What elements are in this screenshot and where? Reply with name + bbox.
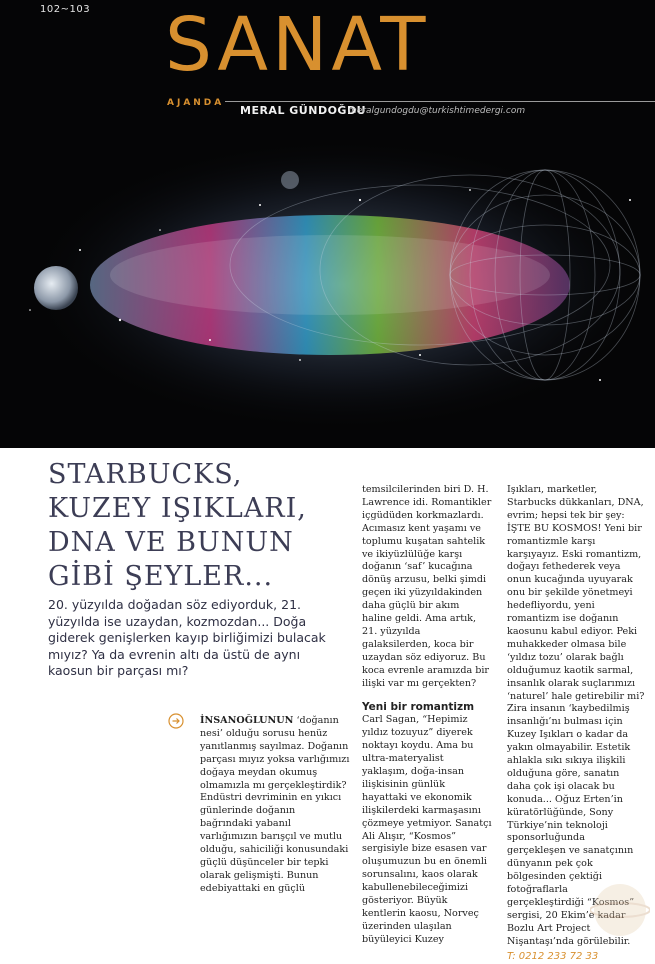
magazine-logo-icon	[590, 880, 650, 940]
column-text: temsilcilerinden biri D. H. Lawrence idi. Romantikler içgüdüden korkmazlardı. Acımasız kent yaşamı ve toplumu kuşatan sahtelik ve ikiyüzlülüğe karşı doğanın ‘saf’ kucağına dönüş arzusu, belki şimdi geçen iki yüzyıldakinden daha güçlü bir akım haline geldi. Ama artık, 21. yüzyılda galaksilerden, koca bir uzaydan söz ediyoruz. Bu koca evrenle aramızda bir ilişki var mı gerçekten?	[362, 484, 492, 689]
headline-line: KUZEY IŞIKLARI,	[48, 493, 307, 524]
article-deck: 20. yüzyılda doğadan söz ediyorduk, 21. yüzyılda ise uzaydan, kozmozdan... Doğa giderek genişlerken kayıp birliğimizi bulacak mıyız? Ya da evrenin altı da üstü de aynı kaosun bir parçası mı?	[48, 597, 326, 678]
headline-line: GİBİ ŞEYLER...	[48, 561, 274, 592]
phone-number[interactable]: T: 0212 233 72 33	[507, 950, 599, 962]
hero-image	[0, 0, 655, 448]
section-subtitle: AJANDA	[167, 98, 225, 108]
column-text: Carl Sagan, “Hepimiz yıldız tozuyuz” diyerek noktayı koydu. Ama bu ultra-materyalist yaklaşım, doğa-insan ilişkisinin günlük hayattaki ve ekonomik ilişkilerdeki karmaşasını çözmeye yetmiyor. Sanatçı Ali Alışır, “Kosmos” sergisiyle bize esasen var oluşumuzun bu en önemli sorunsalını, kaos olarak kabullenebileceğimizi gösteriyor. Büyük kentlerin kaosu, Norveç üzerinden ulaşılan büyüleyici Kuzey	[362, 714, 492, 945]
planet-icon	[34, 266, 78, 310]
article-column-2	[362, 484, 492, 947]
arrow-right-circle-icon	[168, 713, 184, 729]
headline-line: STARBUCKS,	[48, 459, 243, 490]
lead-word: İNSANOĞLUNUN	[200, 715, 294, 726]
column-text: ‘doğanın nesi’ olduğu sorusu henüz yanıtlanmış sayılmaz. Doğanın parçası mıyız yoksa varlığımızı doğaya meydan okumuş olmamızla mı gerçekleştirdik? Endüstri devriminin en yıkıcı günlerinde doğanın bağrındaki yabanıl varlığımızın barışçıl ve mutlu olduğu, sahiciliği konusundaki güçlü düşünceler bir tepki olarak gelişmişti. Bunun edebiyattaki en güçlü	[200, 715, 350, 894]
headline-line: DNA VE BUNUN	[48, 527, 294, 558]
author-name: MERAL GÜNDOĞDU	[240, 104, 367, 117]
article-headline	[48, 458, 348, 594]
article-column-1	[200, 715, 350, 896]
section-title: SANAT	[165, 2, 430, 88]
column-text: Işıkları, marketler, Starbucks dükkanları, DNA, evrim; hepsi tek bir şey: İŞTE BU KOSMOS! Yeni bir romantizmle karşı karşıyayız. Eski romantizm, doğayı fethederek veya onun kucağında uyuyarak onu bir şekilde yönetmeyi hedefliyordu, yeni romantizm ise doğanın kaosunu kabul ediyor. Peki muhakkeder olmasa bile ‘yıldız tozu’ olarak bağlı olduğumuz kaotik sarmal, insanlık olarak suçlarımızı ‘naturel’ hale getirebilir mi? Zira insanın ‘kaybedilmiş insanlığı’nı bulması için Kuzey Işıkları o kadar da yakın olmayabilir. Estetik ahlakla sıkı sıkıya ilişkili olduğuna göre, sanatın daha çok işi olacak bu konuda... Oğuz Erten’in küratörlüğünde, Sony Türkiye’nin teknoloji sponsorluğunda gerçekleşen ve sanatçının dünyanın pek çok bölgesinden çektiği fotoğraflarla gerçekleştirdiği “Kosmos” sergisi, 20 Ekim’e kadar Bozlu Art Project Nişantaşı’nda görülebilir.	[507, 484, 645, 947]
subheading: Yeni bir romantizm	[362, 700, 475, 713]
header-divider	[225, 101, 655, 102]
page-numbers: 102~103	[40, 4, 91, 15]
author-email[interactable]: meralgundogdu@turkishtimedergi.com	[348, 106, 526, 116]
